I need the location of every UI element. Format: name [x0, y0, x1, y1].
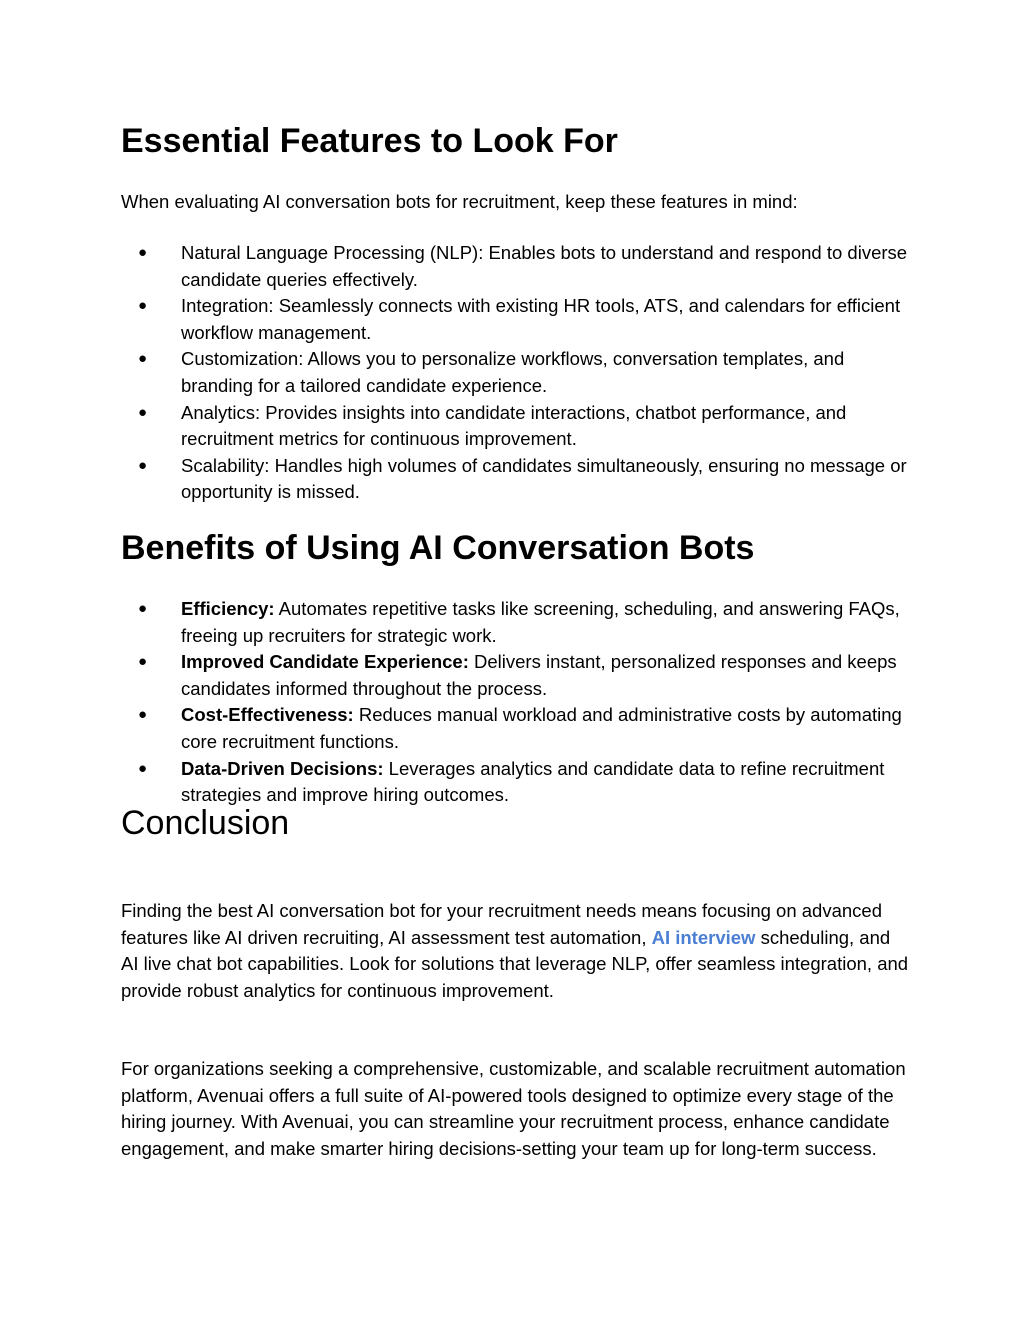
list-item: ● Efficiency: Automates repetitive tasks like screening, scheduling, and answering FAQs, freeing up recruiters for strategic work. — [138, 598, 900, 646]
features-heading: Essential Features to Look For — [121, 122, 618, 160]
bullet-icon: ● — [138, 653, 148, 671]
bullet-icon: ● — [138, 350, 148, 368]
list-item: ● Analytics: Provides insights into candidate interactions, chatbot performance, and recruitment metrics for continuous improvement. — [138, 401, 847, 450]
conclusion-heading: Conclusion — [121, 804, 290, 842]
list-item: ● Natural Language Processing (NLP): Enables bots to understand and respond to diverse candidate queries effectively. — [138, 242, 908, 290]
ai-interview-link[interactable]: AI interview — [651, 926, 756, 948]
conclusion-paragraph-2: For organizations seeking a comprehensive, customizable, and scalable recruitment automation platform, Avenuai offers a full suite of AI-powered tools designed to optimize every stage of the hiring journey. With Avenuai, you can streamline your recruitment process, enhance candidate engagement, and make smarter hiring decisions-setting your team up for long-term success. — [121, 1058, 906, 1159]
list-item: ● Data-Driven Decisions: Leverages analytics and candidate data to refine recruitment strategies and improve hiring outcomes. — [138, 757, 885, 806]
conclusion-paragraph-1: Finding the best AI conversation bot for your recruitment needs means focusing on advanced features like AI driven recruiting, AI assessment test automation, AI interview scheduling, and AI live chat bot capabilities. Look for solutions that leverage NLP, offer seamless integration, and provide robust analytics for continuous improvement. — [121, 900, 909, 1001]
bullet-icon: ● — [138, 600, 148, 617]
list-item: ● Improved Candidate Experience: Delivers instant, personalized responses and keeps candidates informed throughout the process. — [138, 651, 897, 699]
benefits-heading: Benefits of Using AI Conversation Bots — [121, 529, 755, 567]
bullet-icon: ● — [138, 706, 148, 724]
bullet-icon: ● — [138, 759, 148, 777]
features-intro: When evaluating AI conversation bots for recruitment, keep these features in mind: — [121, 191, 798, 212]
list-item: ● Customization: Allows you to personalize workflows, conversation templates, and branding for a tailored candidate experience. — [138, 348, 845, 396]
list-item: ● Cost-Effectiveness: Reduces manual workload and administrative costs by automating core recruitment functions. — [138, 704, 902, 752]
list-item: ● Integration: Seamlessly connects with existing HR tools, ATS, and calendars for efficient workflow management. — [138, 295, 901, 343]
bullet-icon: ● — [138, 244, 148, 261]
bullet-icon: ● — [138, 456, 148, 474]
features-list — [121, 240, 911, 506]
bullet-icon: ● — [138, 297, 148, 315]
list-item: ● Scalability: Handles high volumes of candidates simultaneously, ensuring no message or opportunity is missed. — [138, 454, 907, 503]
benefits-list — [121, 596, 911, 809]
bullet-icon: ● — [138, 403, 148, 421]
